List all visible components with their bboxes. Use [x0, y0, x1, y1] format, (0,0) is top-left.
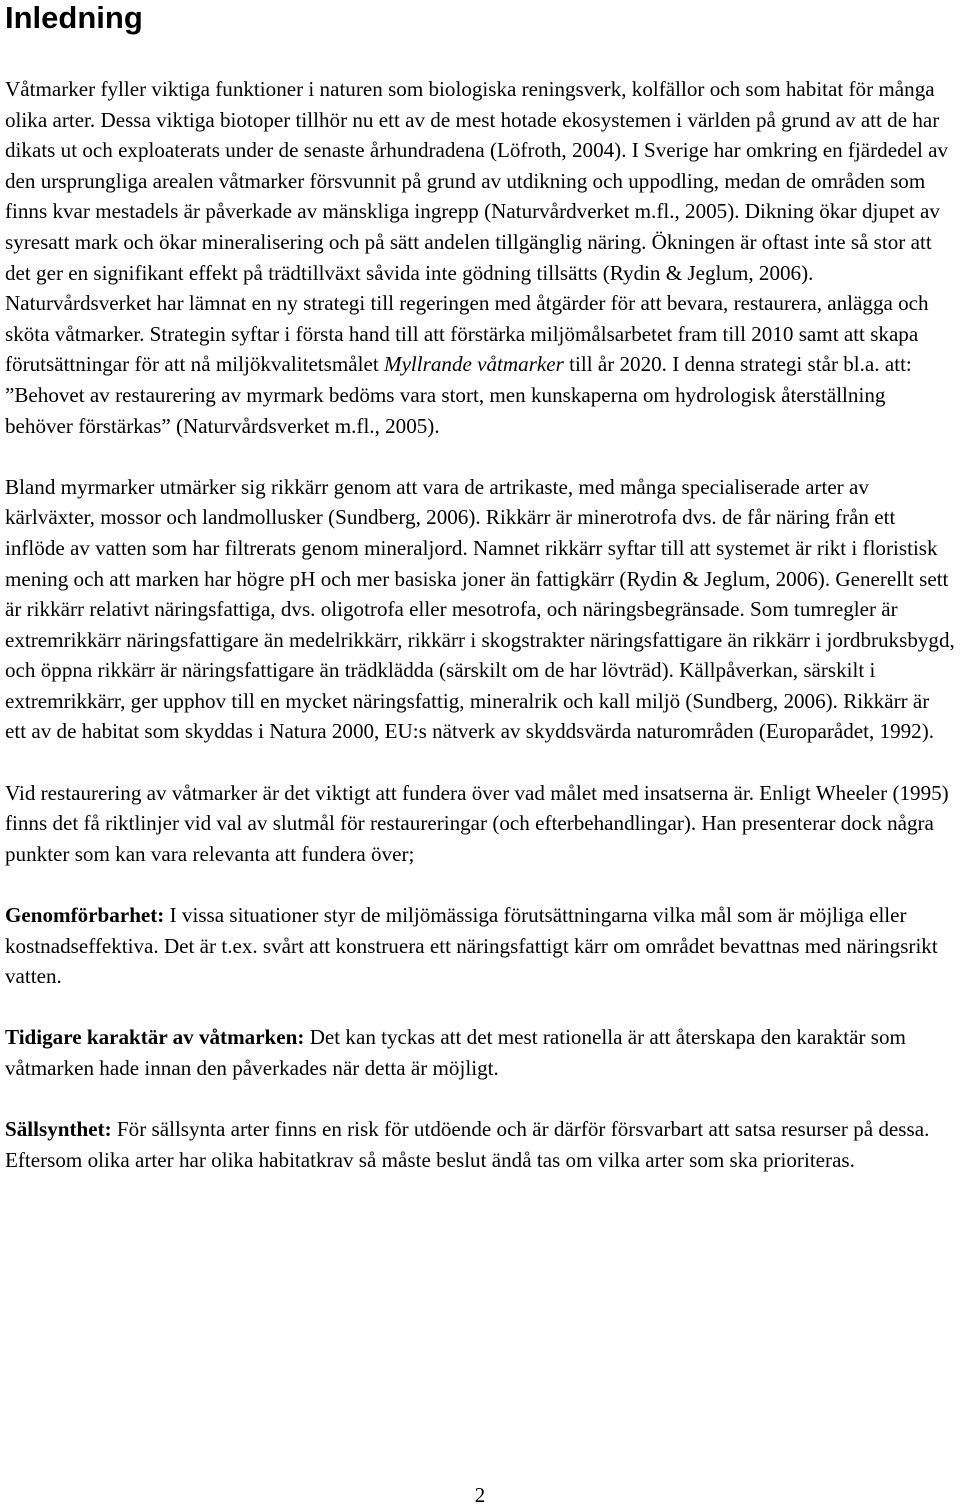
paragraph-text: Bland myrmarker utmärker sig rikkärr genom att vara de artrikaste, med många specialiserade arter av kärlväxter, mossor och landmollusker (Sundberg, 2006). Rikkärr är minerotrofa dvs. de får näring från ett inflöde av vatten som har filtrerats genom mineraljord. Namnet rikkärr syftar till att systemet är rikt i floristisk mening och att marken har högre pH och mer basiska joner än fattigkärr (Rydin & Jeglum, 2006). Generellt sett är rikkärr relativt näringsfattiga, dvs. oligotrofa eller mesotrofa, och näringsbegränsade. Som tumregler är extremrikkärr näringsfattigare än medelrikkärr, rikkärr i skogstrakter näringsfattigare än rikkärr i jordbruksbygd, och öppna rikkärr är näringsfattigare än trädklädda (särskilt om de har lövträd). Källpåverkan, särskilt i extremrikkärr, ger upphov till en mycket näringsfattig, mineralrik och kall miljö (Sundberg, 2006). Rikkärr är ett av de habitat som skyddas i Natura 2000, EU:s nätverk av skyddsvärda naturområden (Europarådet, 1992).	[5, 474, 955, 744]
paragraph-text: Det kan tyckas att det mest rationella är att återskapa den karaktär som våtmarken hade innan den påverkades när detta är möjligt.	[5, 1025, 906, 1080]
paragraph-restoration	[5, 778, 955, 870]
paragraph-rikkarr	[5, 472, 955, 747]
paragraph-text: För sällsynta arter finns en risk för utdöende och är därför försvarbart att satsa resurser på dessa. Eftersom olika arter har olika habitatkrav så måste beslut ändå tas om vilka arter som ska prioriteras.	[5, 1117, 930, 1172]
paragraph-rarity	[5, 1114, 955, 1175]
paragraph-introduction	[5, 74, 955, 441]
term-label: Genomförbarhet:	[5, 903, 165, 928]
section-heading: Inledning	[5, 0, 143, 35]
document-page	[5, 0, 955, 1175]
italic-goal-name: Myllrande våtmarker	[384, 352, 564, 377]
paragraph-text: Våtmarker fyller viktiga funktioner i naturen som biologiska reningsverk, kolfällor och som habitat för många olika arter. Dessa viktiga biotoper tillhör nu ett av de mest hotade ekosystemen i världen på grund av att de har dikats ut och exploaterats under de senaste århundradena (Löfroth, 2004). I Sverige har omkring en fjärdedel av den ursprungliga arealen våtmarker försvunnit på grund av utdikning och uppodling, medan de områden som finns kvar mestadels är påverkade av mänskliga ingrepp (Naturvårdverket m.fl., 2005). Dikning ökar djupet av syresatt mark och ökar mineralisering och på sätt andelen tillgänglig näring. Ökningen är oftast inte så stor att det ger en signifikant effekt på trädtillväxt såvida inte gödning tillsätts (Rydin & Jeglum, 2006). Naturvårdsverket har lämnat en ny strategi till regeringen med åtgärder för att bevara, restaurera, anlägga och sköta våtmarker. Strategin syftar i första hand till att förstärka miljömålsarbetet fram till 2010 samt att skapa förutsättningar för att nå miljökvalitetsmålet	[5, 77, 949, 377]
paragraph-text: I vissa situationer styr de miljömässiga förutsättningarna vilka mål som är möjliga eller kostnadseffektiva. Det är t.ex. svårt att konstruera ett näringsfattigt kärr om området bevattnas med näringsrikt vatten.	[5, 903, 938, 989]
paragraph-text: Vid restaurering av våtmarker är det viktigt att fundera över vad målet med insatserna är. Enligt Wheeler (1995) finns det få riktlinjer vid val av slutmål för restaureringar (och efterbehandlingar). Han presenterar dock några punkter som kan vara relevanta att fundera över;	[5, 780, 949, 866]
term-label: Tidigare karaktär av våtmarken:	[5, 1025, 305, 1050]
paragraph-text: till år 2020. I denna strategi står bl.a. att: ”Behovet av restaurering av myrmark bedöms vara stort, men kunskaperna om hydrologisk återställning behöver förstärkas” (Naturvårdsverket m.fl., 2005).	[5, 352, 912, 438]
paragraph-previous-character	[5, 1022, 955, 1083]
page-number: 2	[474, 1483, 486, 1507]
paragraph-feasibility	[5, 900, 955, 992]
term-label: Sällsynthet:	[5, 1117, 112, 1142]
